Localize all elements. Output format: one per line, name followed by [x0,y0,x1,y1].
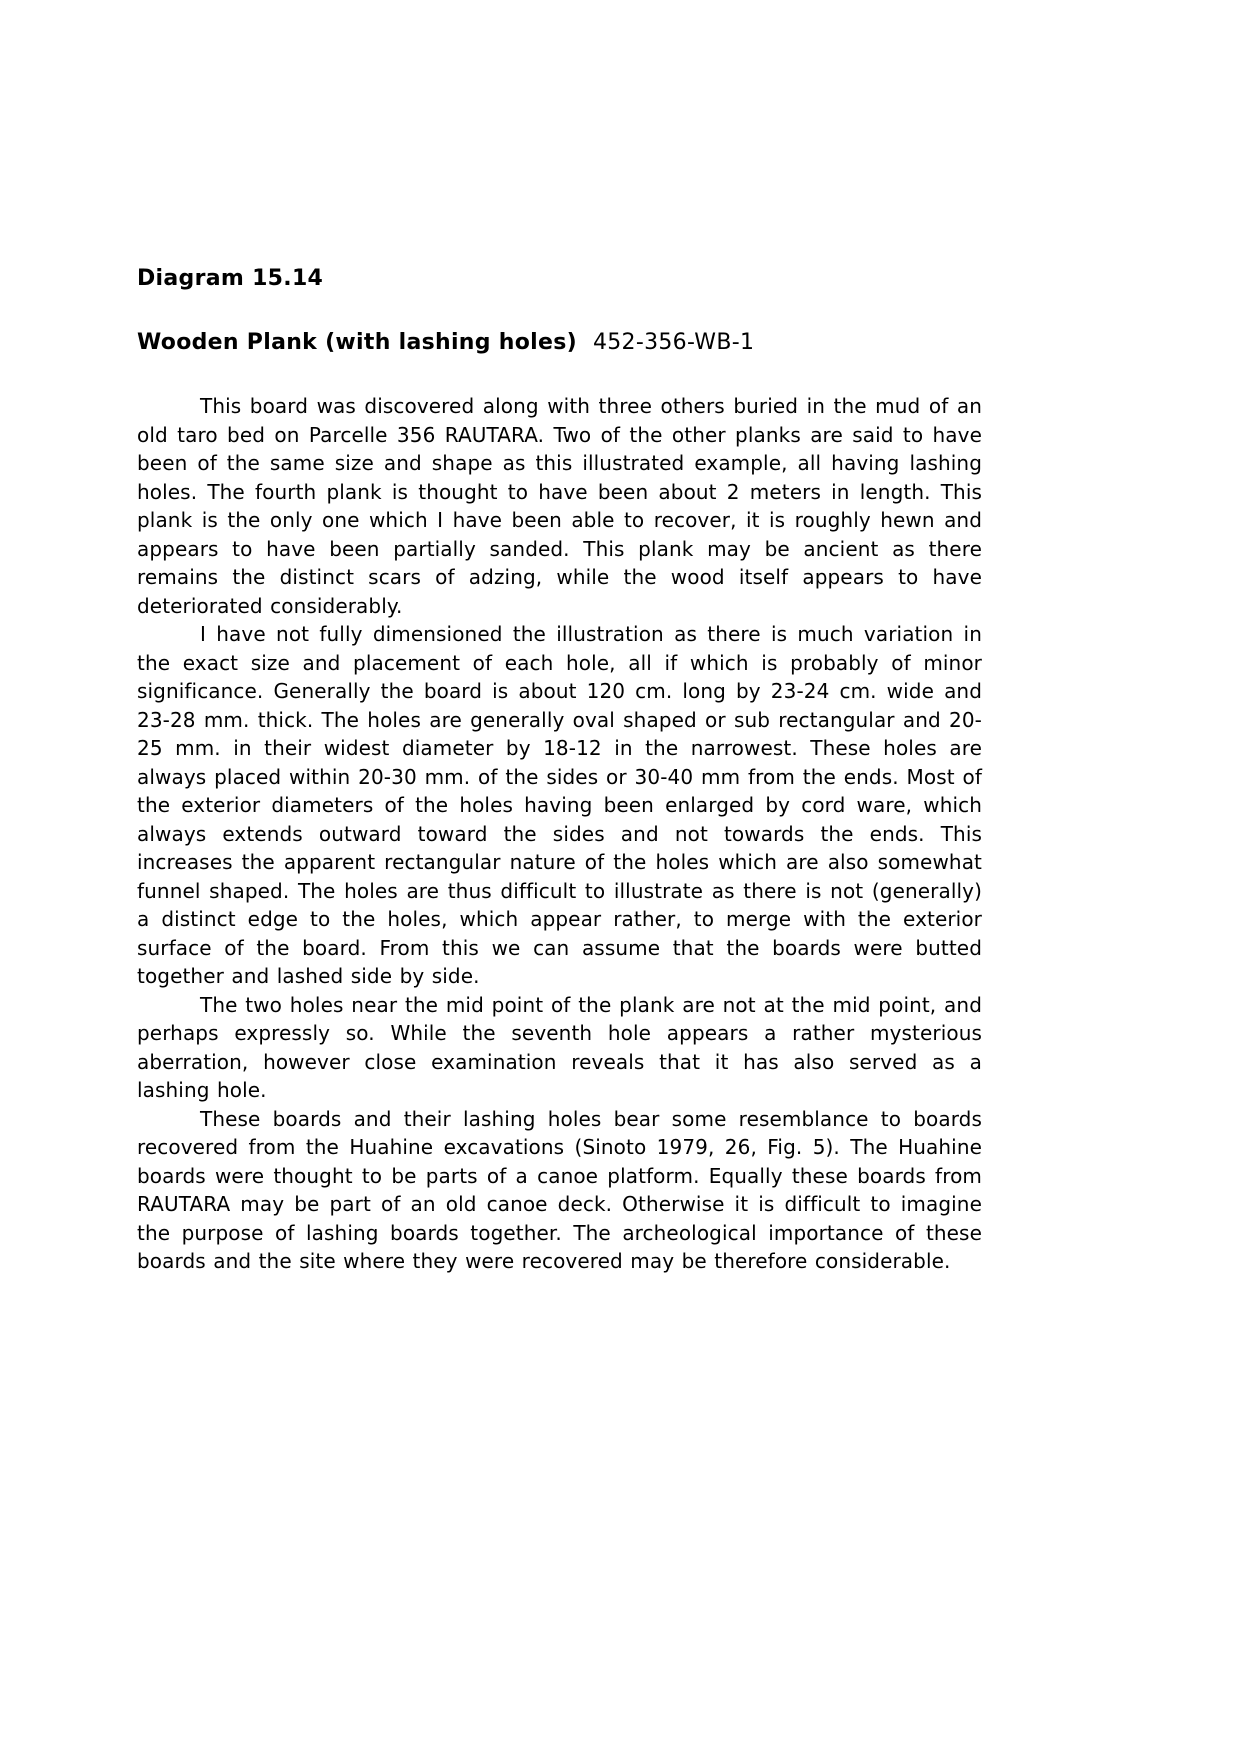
body-paragraph: I have not fully dimensioned the illustration as there is much variation in the exact size and placement of each hole, all if which is probably of minor significance. Generally the board is about 120 cm. long by 23-24 cm. wide and 23-28 mm. thick. The holes are generally oval shaped or sub rectangular and 20-25 mm. in their widest diameter by 18-12 in the narrowest. These holes are always placed within 20-30 mm. of the sides or 30-40 mm from the ends. Most of the exterior diameters of the holes having been enlarged by cord ware, which always extends outward toward the sides and not towards the ends. This increases the apparent rectangular nature of the holes which are also somewhat funnel shaped. The holes are thus difficult to illustrate as there is not (generally) a distinct edge to the holes, which appear rather, to merge with the exterior surface of the board. From this we can assume that the boards were butted together and lashed side by side. [137,622,982,988]
document-body [137,392,982,1276]
diagram-label: Diagram 15.14 [137,266,324,291]
catalog-number: 452-356-WB-1 [592,330,755,355]
body-paragraph: This board was discovered along with three others buried in the mud of an old taro bed on Parcelle 356 RAUTARA. Two of the other planks are said to have been of the same size and shape as this illustrated example, all having lashing holes. The fourth plank is thought to have been about 2 meters in length. This plank is the only one which I have been able to recover, it is roughly hewn and appears to have been partially sanded. This plank may be ancient as there remains the distinct scars of adzing, while the wood itself appears to have deteriorated considerably. [137,394,982,618]
text-block [137,266,982,1276]
title-text: Wooden Plank (with lashing holes) [137,330,577,355]
document-title [137,330,982,356]
body-paragraph: These boards and their lashing holes bear some resemblance to boards recovered from the Huahine excavations (Sinoto 1979, 26, Fig. 5). The Huahine boards were thought to be parts of a canoe platform. Equally these boards from RAUTARA may be part of an old canoe deck. Otherwise it is difficult to imagine the purpose of lashing boards together. The archeological importance of these boards and the site where they were recovered may be therefore considerable. [137,1106,982,1273]
body-paragraph: The two holes near the mid point of the plank are not at the mid point, and perhaps expressly so. While the seventh hole appears a rather mysterious aberration, however close examination reveals that it has also served as a lashing hole. [137,992,982,1102]
